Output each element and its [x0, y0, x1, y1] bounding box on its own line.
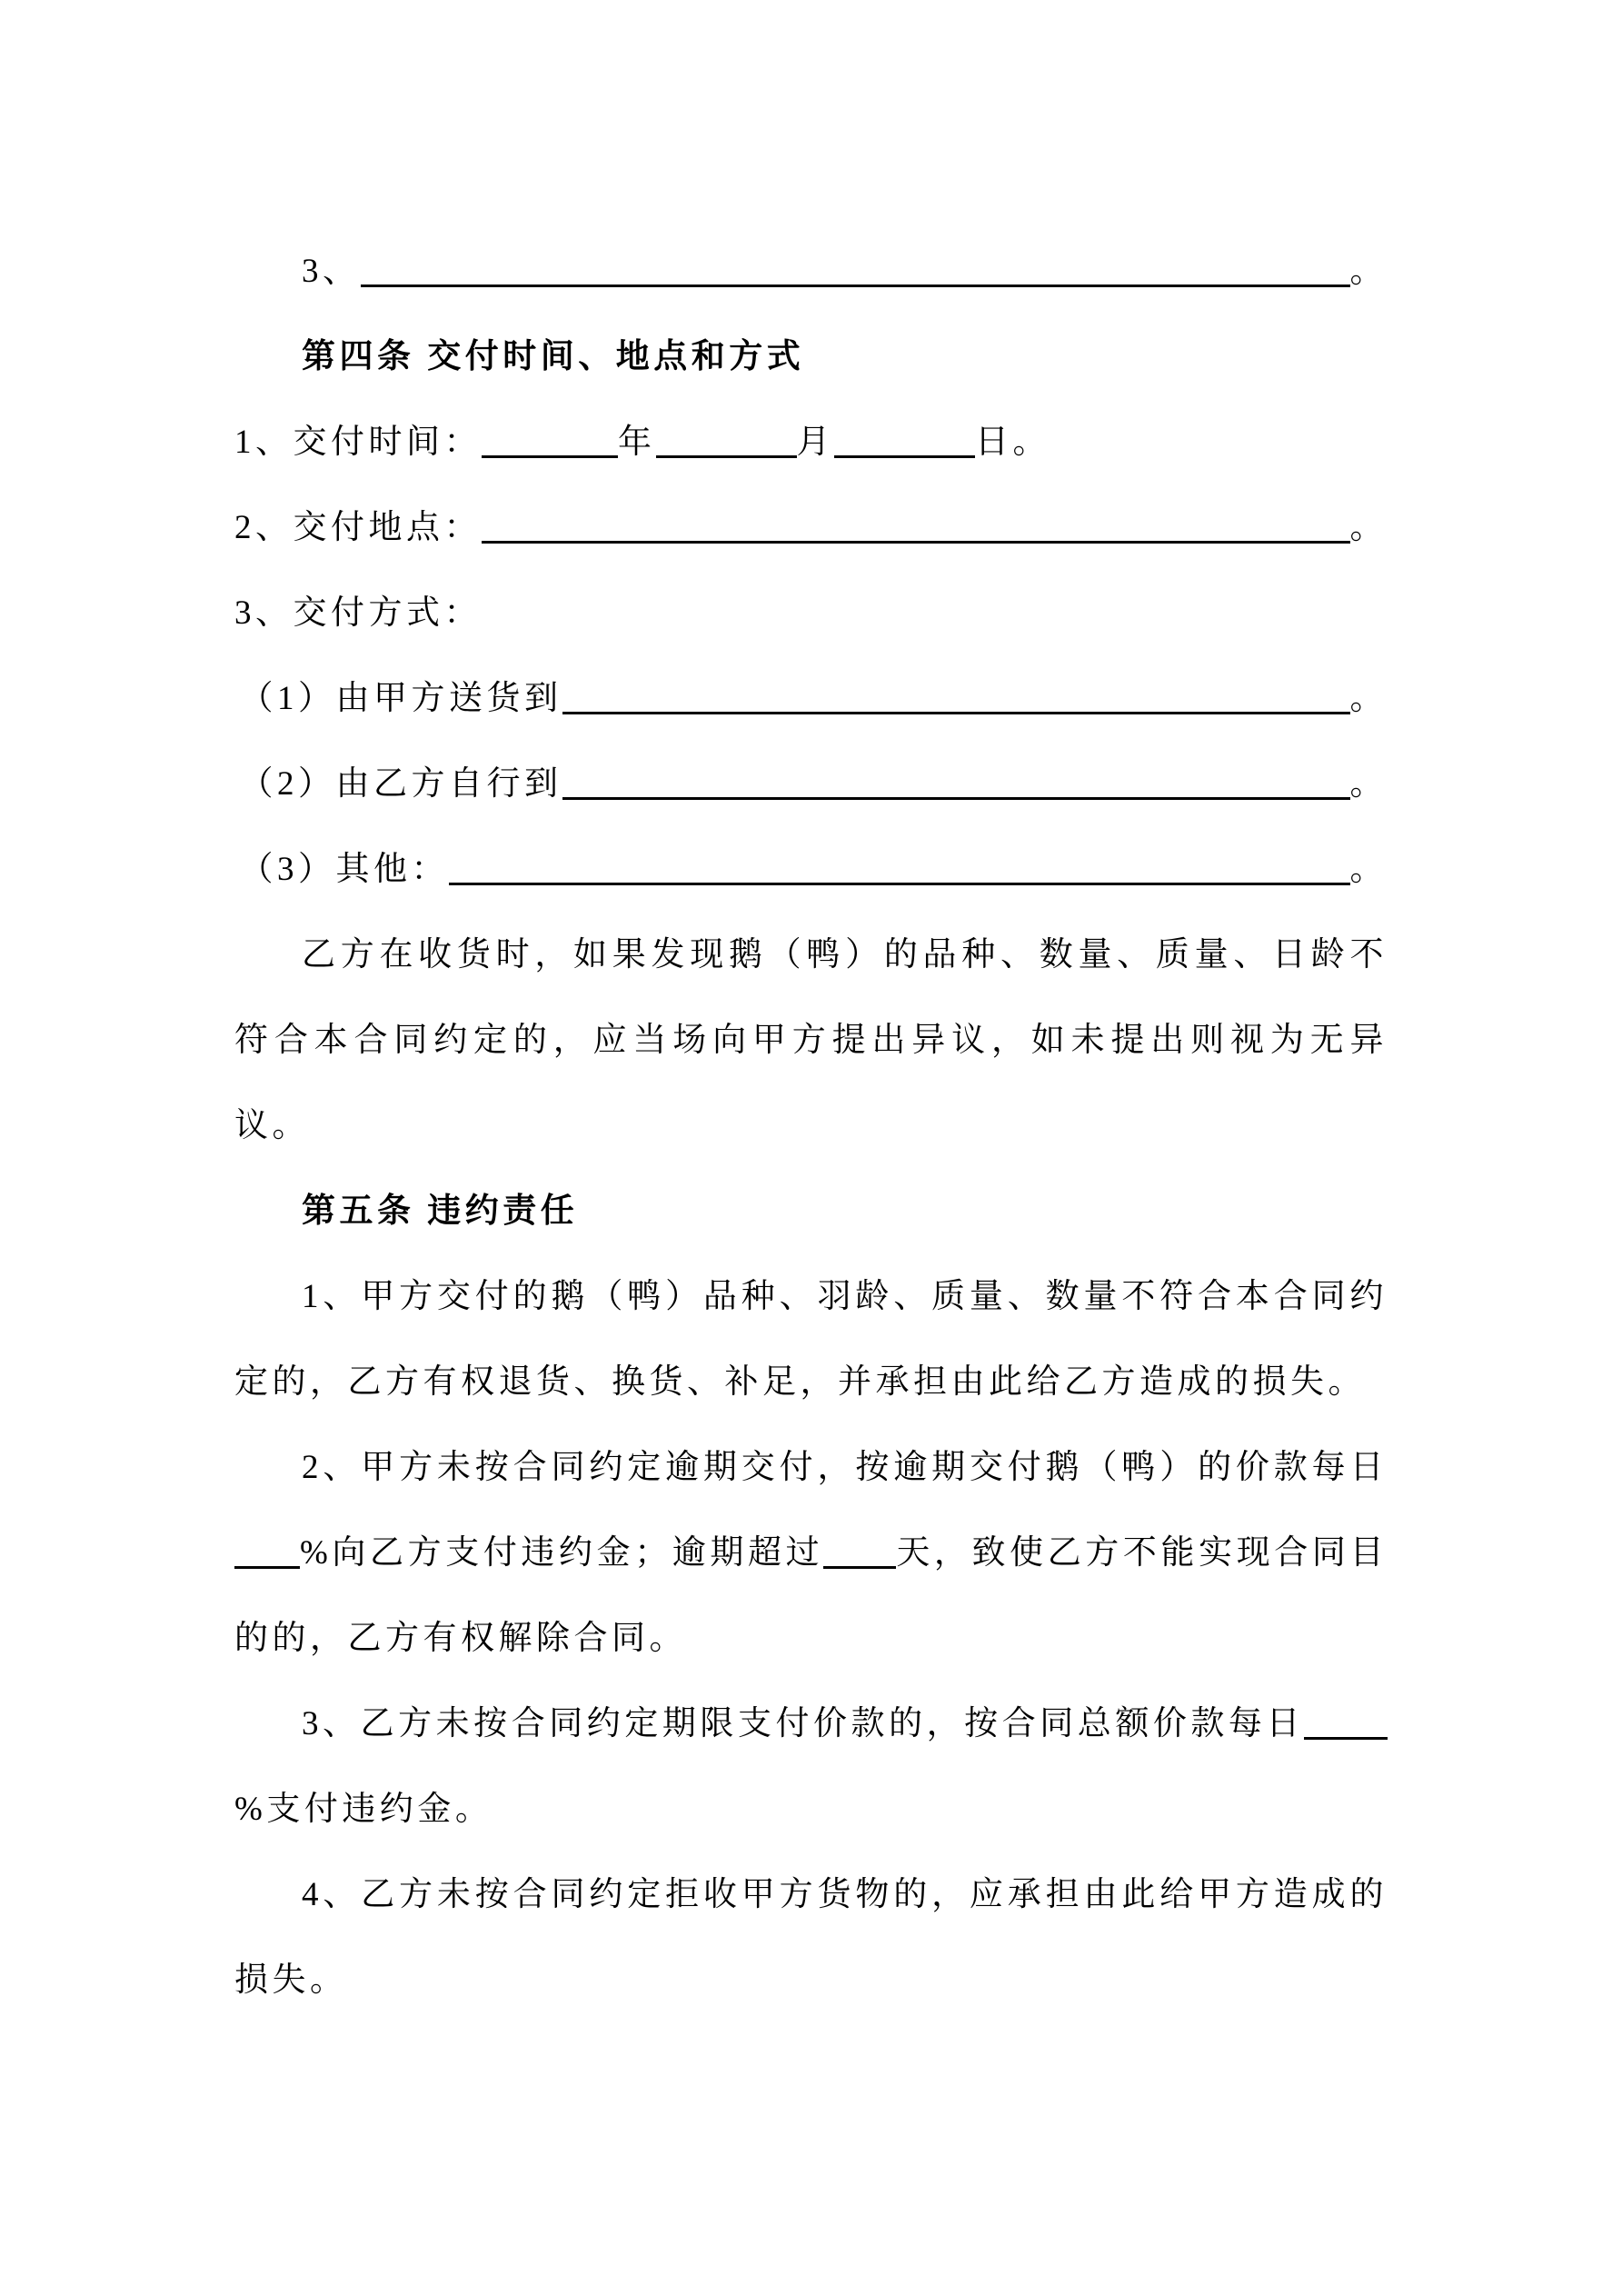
blank-field [834, 452, 975, 458]
method-option-1 [234, 656, 1388, 742]
text-segment: 3、交付方式： [234, 594, 482, 632]
blank-field [1304, 1703, 1388, 1740]
blank-field [562, 794, 1350, 800]
delivery-place-line [234, 485, 1388, 571]
delivery-time-line [234, 400, 1388, 485]
text-segment: 2、甲方未按合同约定逾期交付，按逾期交付鹅（鸭）的价款每日 [302, 1449, 1388, 1486]
text-segment: 日。 [975, 424, 1050, 461]
blank-field [449, 879, 1349, 885]
text-segment: 。 [1349, 680, 1388, 717]
article-4-heading: 第四条 交付时间、地点和方式 [302, 338, 805, 375]
blank-field [656, 452, 797, 458]
text-segment: （3）其他： [239, 851, 450, 888]
text-segment: 年 [618, 424, 656, 461]
blank-field [482, 537, 1350, 544]
breach-item-2 [234, 1425, 1388, 1682]
text-segment: （1）由甲方送货到 [239, 680, 562, 717]
document-content [234, 229, 1388, 2023]
blank-field [482, 452, 618, 458]
text-segment: %支付违约金。 [234, 1791, 493, 1828]
method-option-3 [234, 827, 1388, 913]
blank-field [562, 708, 1350, 714]
breach-item-3 [234, 1682, 1388, 1852]
breach-item-1: 1、甲方交付的鹅（鸭）品种、羽龄、质量、数量不符合本合同约定的，乙方有权退货、换货、补足，并承担由此给乙方造成的损失。 [234, 1278, 1388, 1401]
text-segment: 2、交付地点： [234, 509, 482, 546]
text-segment: 3、乙方未按合同约定期限支付价款的，按合同总额价款每日 [302, 1705, 1304, 1742]
text-segment: 1、交付时间： [234, 424, 482, 461]
item-3-blank-line [234, 229, 1388, 314]
text-segment: 。 [1349, 765, 1388, 803]
text-segment: （2）由乙方自行到 [239, 765, 562, 803]
article-5-heading: 第五条 违约责任 [302, 1193, 579, 1230]
blank-field [234, 1532, 300, 1569]
text-segment: 。 [1349, 509, 1388, 546]
blank-field [823, 1532, 896, 1569]
text-segment: %向乙方支付违约金；逾期超过 [300, 1534, 824, 1572]
text-segment: 天，致使乙方不能实现合同目的的，乙方有权解除合同。 [234, 1534, 1388, 1657]
delivery-method-line [234, 571, 1388, 656]
acceptance-objection-paragraph: 乙方在收货时，如果发现鹅（鸭）的品种、数量、质量、日龄不符合本合同约定的，应当场向甲方提出异议，如未提出则视为无异议。 [234, 936, 1388, 1144]
method-option-2 [234, 742, 1388, 827]
text-segment: 3、 [302, 253, 361, 290]
text-segment: 。 [1349, 851, 1388, 888]
blank-field [361, 281, 1350, 287]
text-segment: 。 [1349, 253, 1388, 290]
breach-item-4: 4、乙方未按合同约定拒收甲方货物的，应承担由此给甲方造成的损失。 [234, 1876, 1388, 1999]
text-segment: 月 [796, 424, 834, 461]
